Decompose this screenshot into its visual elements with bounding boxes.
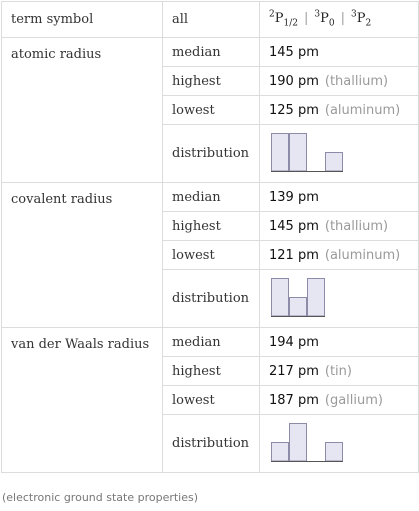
distribution-cell (260, 415, 419, 473)
row-label: median (163, 328, 260, 357)
term-symbol: $^2P_{1/2}$ (269, 10, 298, 29)
row-label: lowest (163, 96, 260, 125)
value: 139 pm (269, 189, 319, 205)
table-row (2, 38, 419, 67)
histogram-bar (290, 133, 307, 171)
histogram-bar (326, 152, 343, 171)
property-name: atomic radius (2, 38, 163, 183)
term-symbol: $^3P_2$ (350, 10, 372, 29)
value: 217 pm (269, 363, 319, 379)
row-label: distribution (163, 125, 260, 183)
row-label: lowest (163, 241, 260, 270)
value-cell (260, 357, 419, 386)
value: 194 pm (269, 334, 319, 350)
value-cell (260, 212, 419, 241)
element-note: (thallium) (324, 73, 389, 89)
row-label: highest (163, 357, 260, 386)
histogram-bar (290, 297, 307, 316)
histogram-bar (326, 442, 343, 461)
element-note: (aluminum) (324, 247, 401, 263)
row-label: median (163, 183, 260, 212)
distribution-cell (260, 270, 419, 328)
value-cell (260, 328, 419, 357)
term-symbol-header: term symbol (2, 2, 163, 38)
term-symbol: $^3P_0$ (314, 10, 335, 29)
distribution-histogram (269, 421, 349, 467)
value-cell (260, 96, 419, 125)
header-row (2, 2, 419, 38)
element-note: (aluminum) (324, 102, 401, 118)
table-row (2, 183, 419, 212)
value: 145 pm (269, 218, 319, 234)
value: 145 pm (269, 44, 319, 60)
value-cell (260, 241, 419, 270)
histogram-bar (272, 442, 289, 461)
distribution-histogram (269, 276, 349, 322)
element-note: (tin) (324, 363, 352, 379)
value-cell (260, 183, 419, 212)
histogram-bar (290, 423, 307, 461)
properties-table (1, 1, 419, 473)
value-cell (260, 386, 419, 415)
table-row (2, 328, 419, 357)
term-separator: | (303, 11, 309, 27)
value-cell (260, 38, 419, 67)
element-note: (thallium) (324, 218, 389, 234)
histogram-bar (272, 133, 289, 171)
histogram-bar (272, 278, 289, 316)
histogram-bar (308, 278, 325, 316)
row-label: median (163, 38, 260, 67)
property-name: covalent radius (2, 183, 163, 328)
value: 187 pm (269, 392, 319, 408)
value: 121 pm (269, 247, 319, 263)
all-header: all (163, 2, 260, 38)
distribution-histogram (269, 131, 349, 177)
row-label: highest (163, 212, 260, 241)
term-symbols-cell (260, 2, 419, 38)
row-label: highest (163, 67, 260, 96)
row-label: distribution (163, 270, 260, 328)
term-symbols (269, 10, 372, 29)
element-note: (gallium) (324, 392, 383, 408)
row-label: lowest (163, 386, 260, 415)
value: 125 pm (269, 102, 319, 118)
property-name: van der Waals radius (2, 328, 163, 473)
value: 190 pm (269, 73, 319, 89)
row-label: distribution (163, 415, 260, 473)
value-cell (260, 67, 419, 96)
distribution-cell (260, 125, 419, 183)
term-separator: | (340, 11, 345, 27)
footnote: (electronic ground state properties) (2, 491, 199, 504)
